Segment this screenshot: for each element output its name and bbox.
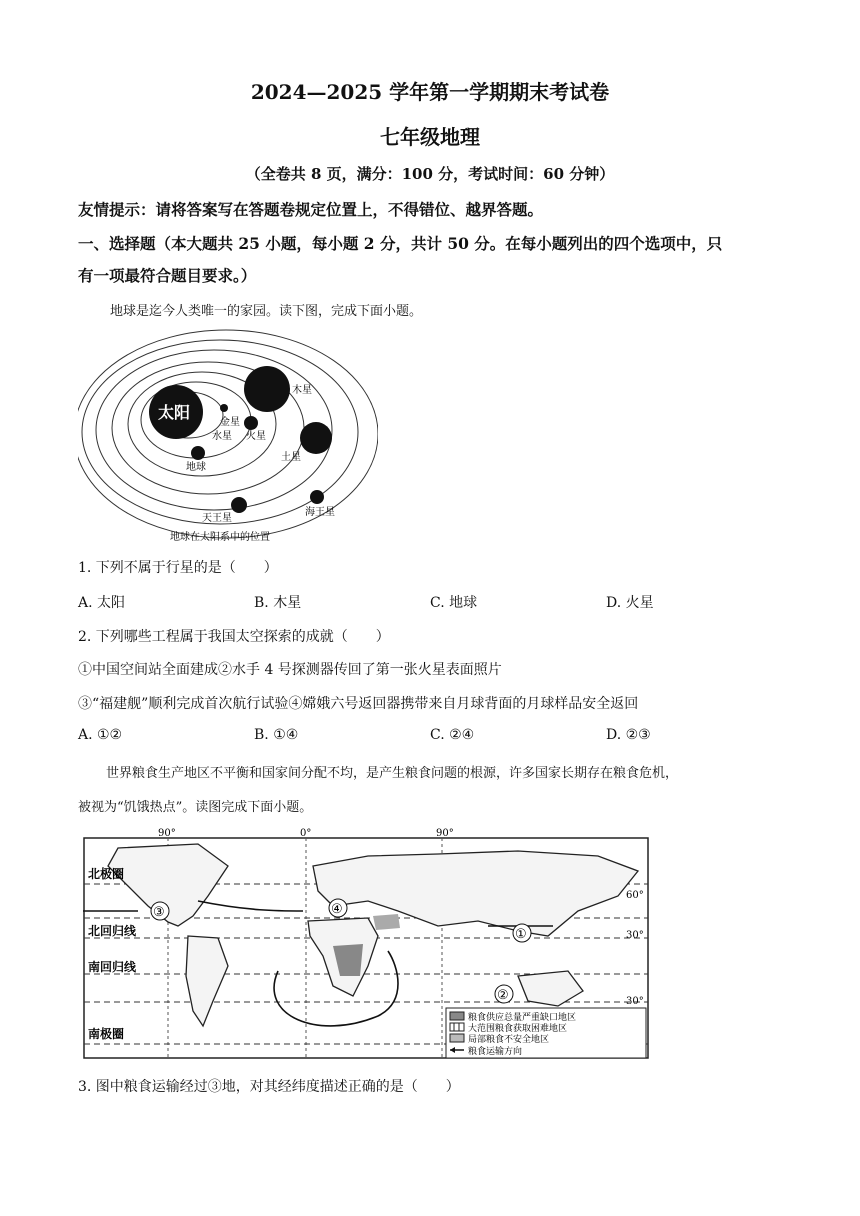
section-heading-line2: 有一项最符合题目要求。） [78, 266, 257, 285]
exam-subject: 七年级地理 [380, 125, 480, 149]
map-lat-tropic-cancer: 北回归线 [88, 924, 137, 938]
question-1-stem: 1. 下列不属于行星的是（ ） [78, 560, 278, 576]
map-right-label-60: 60° [626, 890, 644, 901]
q1-option-d[interactable]: D. 火星 [606, 595, 654, 611]
planet-label-mercury: 水星 [212, 431, 232, 442]
uranus-icon [231, 497, 247, 513]
q2-option-a[interactable]: A. ①② [78, 727, 123, 743]
shaded-region-asia [373, 914, 400, 930]
solar-system-figure [78, 328, 378, 546]
passage-2-line2: 被视为“饥饿热点”。读图完成下面小题。 [78, 800, 313, 815]
sun-label: 太阳 [158, 403, 191, 422]
marker-3: ③ [153, 905, 165, 920]
passage-2-line1: 世界粮食生产地区不平衡和国家间分配不均，是产生粮食问题的根源，许多国家长期存在粮食危机， [106, 766, 679, 781]
map-top-label-0: 0° [300, 828, 312, 839]
q1-option-b[interactable]: B. 木星 [254, 595, 302, 611]
question-2-stem: 2. 下列哪些工程属于我国太空探索的成就（ ） [78, 629, 390, 645]
q1-option-c[interactable]: C. 地球 [430, 595, 478, 611]
planet-label-venus: 金星 [220, 417, 240, 428]
exam-info: （全卷共 8 页，满分：100 分，考试时间：60 分钟） [245, 165, 615, 183]
map-top-label-90w: 90° [158, 828, 176, 839]
earth-icon [191, 446, 205, 460]
friendly-tip: 友情提示：请将答案写在答题卷规定位置上，不得错位、越界答题。 [78, 200, 544, 219]
neptune-icon [310, 490, 324, 504]
figure-caption: 地球在太阳系中的位置 [170, 532, 270, 543]
planet-label-jupiter: 木星 [292, 385, 312, 396]
planet-label-neptune: 海王星 [305, 507, 335, 518]
marker-4: ④ [331, 902, 343, 917]
marker-1: ① [515, 927, 527, 942]
legend-item-4: 粮食运输方向 [468, 1047, 523, 1057]
saturn-icon [300, 422, 332, 454]
planet-label-uranus: 天王星 [202, 513, 232, 524]
marker-2: ② [497, 988, 509, 1003]
exam-title: 2024—2025 学年第一学期期末考试卷 [250, 80, 610, 104]
passage-1: 地球是迄今人类唯一的家园。读下图，完成下面小题。 [110, 304, 423, 319]
question-3-stem: 3. 图中粮食运输经过③地，对其经纬度描述正确的是（ ） [78, 1079, 460, 1095]
world-food-map [78, 826, 658, 1062]
question-2-line1: ①中国空间站全面建成②水手 4 号探测器传回了第一张火星表面照片 [78, 662, 502, 678]
map-right-label-30n: 30° [626, 930, 644, 941]
map-lat-arctic-circle: 北极圈 [88, 867, 125, 881]
map-lat-antarctic-circle: 南极圈 [88, 1027, 125, 1041]
venus-icon [220, 404, 228, 412]
legend-item-1: 粮食供应总量严重缺口地区 [468, 1013, 577, 1023]
legend-item-2: 大范围粮食获取困难地区 [468, 1024, 568, 1034]
map-lat-tropic-capricorn: 南回归线 [88, 960, 137, 974]
legend-item-3: 局部粮食不安全地区 [468, 1035, 550, 1045]
question-2-line2: ③“福建舰”顺利完成首次航行试验④嫦娥六号返回器携带来自月球背面的月球样品安全返回 [78, 696, 639, 712]
planet-label-earth: 地球 [186, 462, 206, 473]
q2-option-b[interactable]: B. ①④ [254, 727, 299, 743]
planet-label-mars: 火星 [246, 431, 266, 442]
mars-icon [244, 416, 258, 430]
planet-label-saturn: 土星 [281, 452, 301, 463]
map-right-label-30s: 30° [626, 996, 644, 1007]
q2-option-d[interactable]: D. ②③ [606, 727, 651, 743]
map-top-label-90e: 90° [436, 828, 454, 839]
jupiter-icon [244, 366, 290, 412]
section-heading-line1: 一、选择题（本大题共 25 小题，每小题 2 分，共计 50 分。在每小题列出的四个选项中，只 [78, 234, 723, 253]
q1-option-a[interactable]: A. 太阳 [78, 595, 126, 611]
q2-option-c[interactable]: C. ②④ [430, 727, 475, 743]
